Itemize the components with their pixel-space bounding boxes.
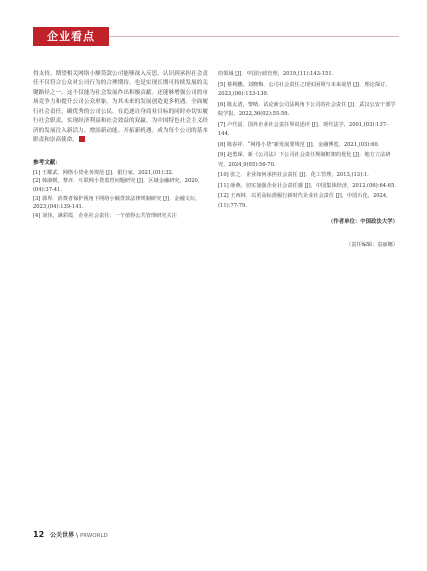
author-affiliation: （作者单位：中国政法大学）: [327, 219, 398, 225]
reference-item: [11] 薛燕．切实加强企业社会责任感 [J]．中国集体经济，2012,(06):64-65.: [218, 182, 397, 189]
section-divider: [109, 36, 399, 37]
section-tab: 企业看点: [33, 27, 109, 46]
end-mark-icon: [79, 136, 85, 142]
reference-item: [5] 蔡利鹏，刘晓梅．公司社会责任之现实困境与未来展望 [J]．理论探讨，2023,(06):133-139.: [218, 81, 391, 97]
reference-item: [4] 刘伟，满彩霞．企业社会责任：一个值得公共管理研究关注: [33, 213, 177, 220]
reference-item: [2] 韩淑媛，黎齐．互联网小贷监管问题研究 [J]．区域金融研究，2020,(04):37-41.: [33, 178, 200, 194]
reference-item: 的领域 [J]．中国行政管理，2019,(11):143-151.: [218, 71, 334, 77]
references-title: 参考文献：: [33, 159, 61, 166]
reference-item: [3] 郭界．消费者保护视角下网络小额贷款法律规制研究 [J]．金融文坛，2023,(04):139-141.: [33, 195, 201, 211]
magazine-name-cn: 公关世界: [50, 532, 75, 539]
body-paragraph-text: 得支持。期望相关网络小额贷款公司能够深入反思。认识到承担社会责任不仅符合公众对公司行为的合理期待。也是实现长期可持续发展的关键路径之一。这不仅能为社会发展作出积极贡献。还能够增强公司的市场竞争力和提升公司公众形象。为其未来的发展创造更多机遇。全面履行社会责任。确优秀的公司公民。在追逐自身商业目标的同时亦切实履行社会职责。实现经济利益和社会效益的双赢。为中国特色社会主义经济的发展注入新活力。增添新动能。开拓新机遇。成为每个公司的基本职责和崇高使命。: [33, 71, 208, 144]
reference-item: [10] 张之．企业如何承担社会责任 [J]．化工管理，2013,(13):1.: [218, 172, 369, 178]
left-column: [33, 70, 208, 221]
reference-item: [8] 陈春祥．“网络小贷”新发展要规范 [J]．金融博览，2021,(03):60.: [218, 141, 380, 148]
footer-separator: \: [76, 532, 79, 539]
reference-item: [7] 卢代富．国外企业社会责任界说述评 [J]．现代法学，2001,(03):137-144.: [218, 121, 388, 137]
magazine-name-en: PRWORLD: [79, 533, 108, 539]
page-footer: [33, 530, 108, 539]
reference-item: [9] 赵勇琛．新《公司法》下公司社会责任规制框架的优化 [J]．地方立法研究，2024,9(05):56-70.: [218, 152, 391, 168]
editor-note: （责任编辑：袁丽娜）: [346, 242, 398, 248]
body-paragraph: [33, 70, 208, 146]
right-column: [218, 70, 398, 248]
page-number: 12: [33, 530, 45, 539]
reference-item: [12] 王西林．以更高标准履行新时代企业社会责任 [J]．中国石化，2024,(11):77-79.: [218, 193, 388, 209]
reference-item: [6] 陈太清，黎晴．试论新公司法视角下公司的社会责任 [J]．武汉公安干部学院学报，2022,36(02):55-59.: [218, 101, 396, 117]
reference-item: [1] 王耀武．网络小贷业务规范 [J]．银行家，2021,(01):32.: [33, 169, 174, 176]
